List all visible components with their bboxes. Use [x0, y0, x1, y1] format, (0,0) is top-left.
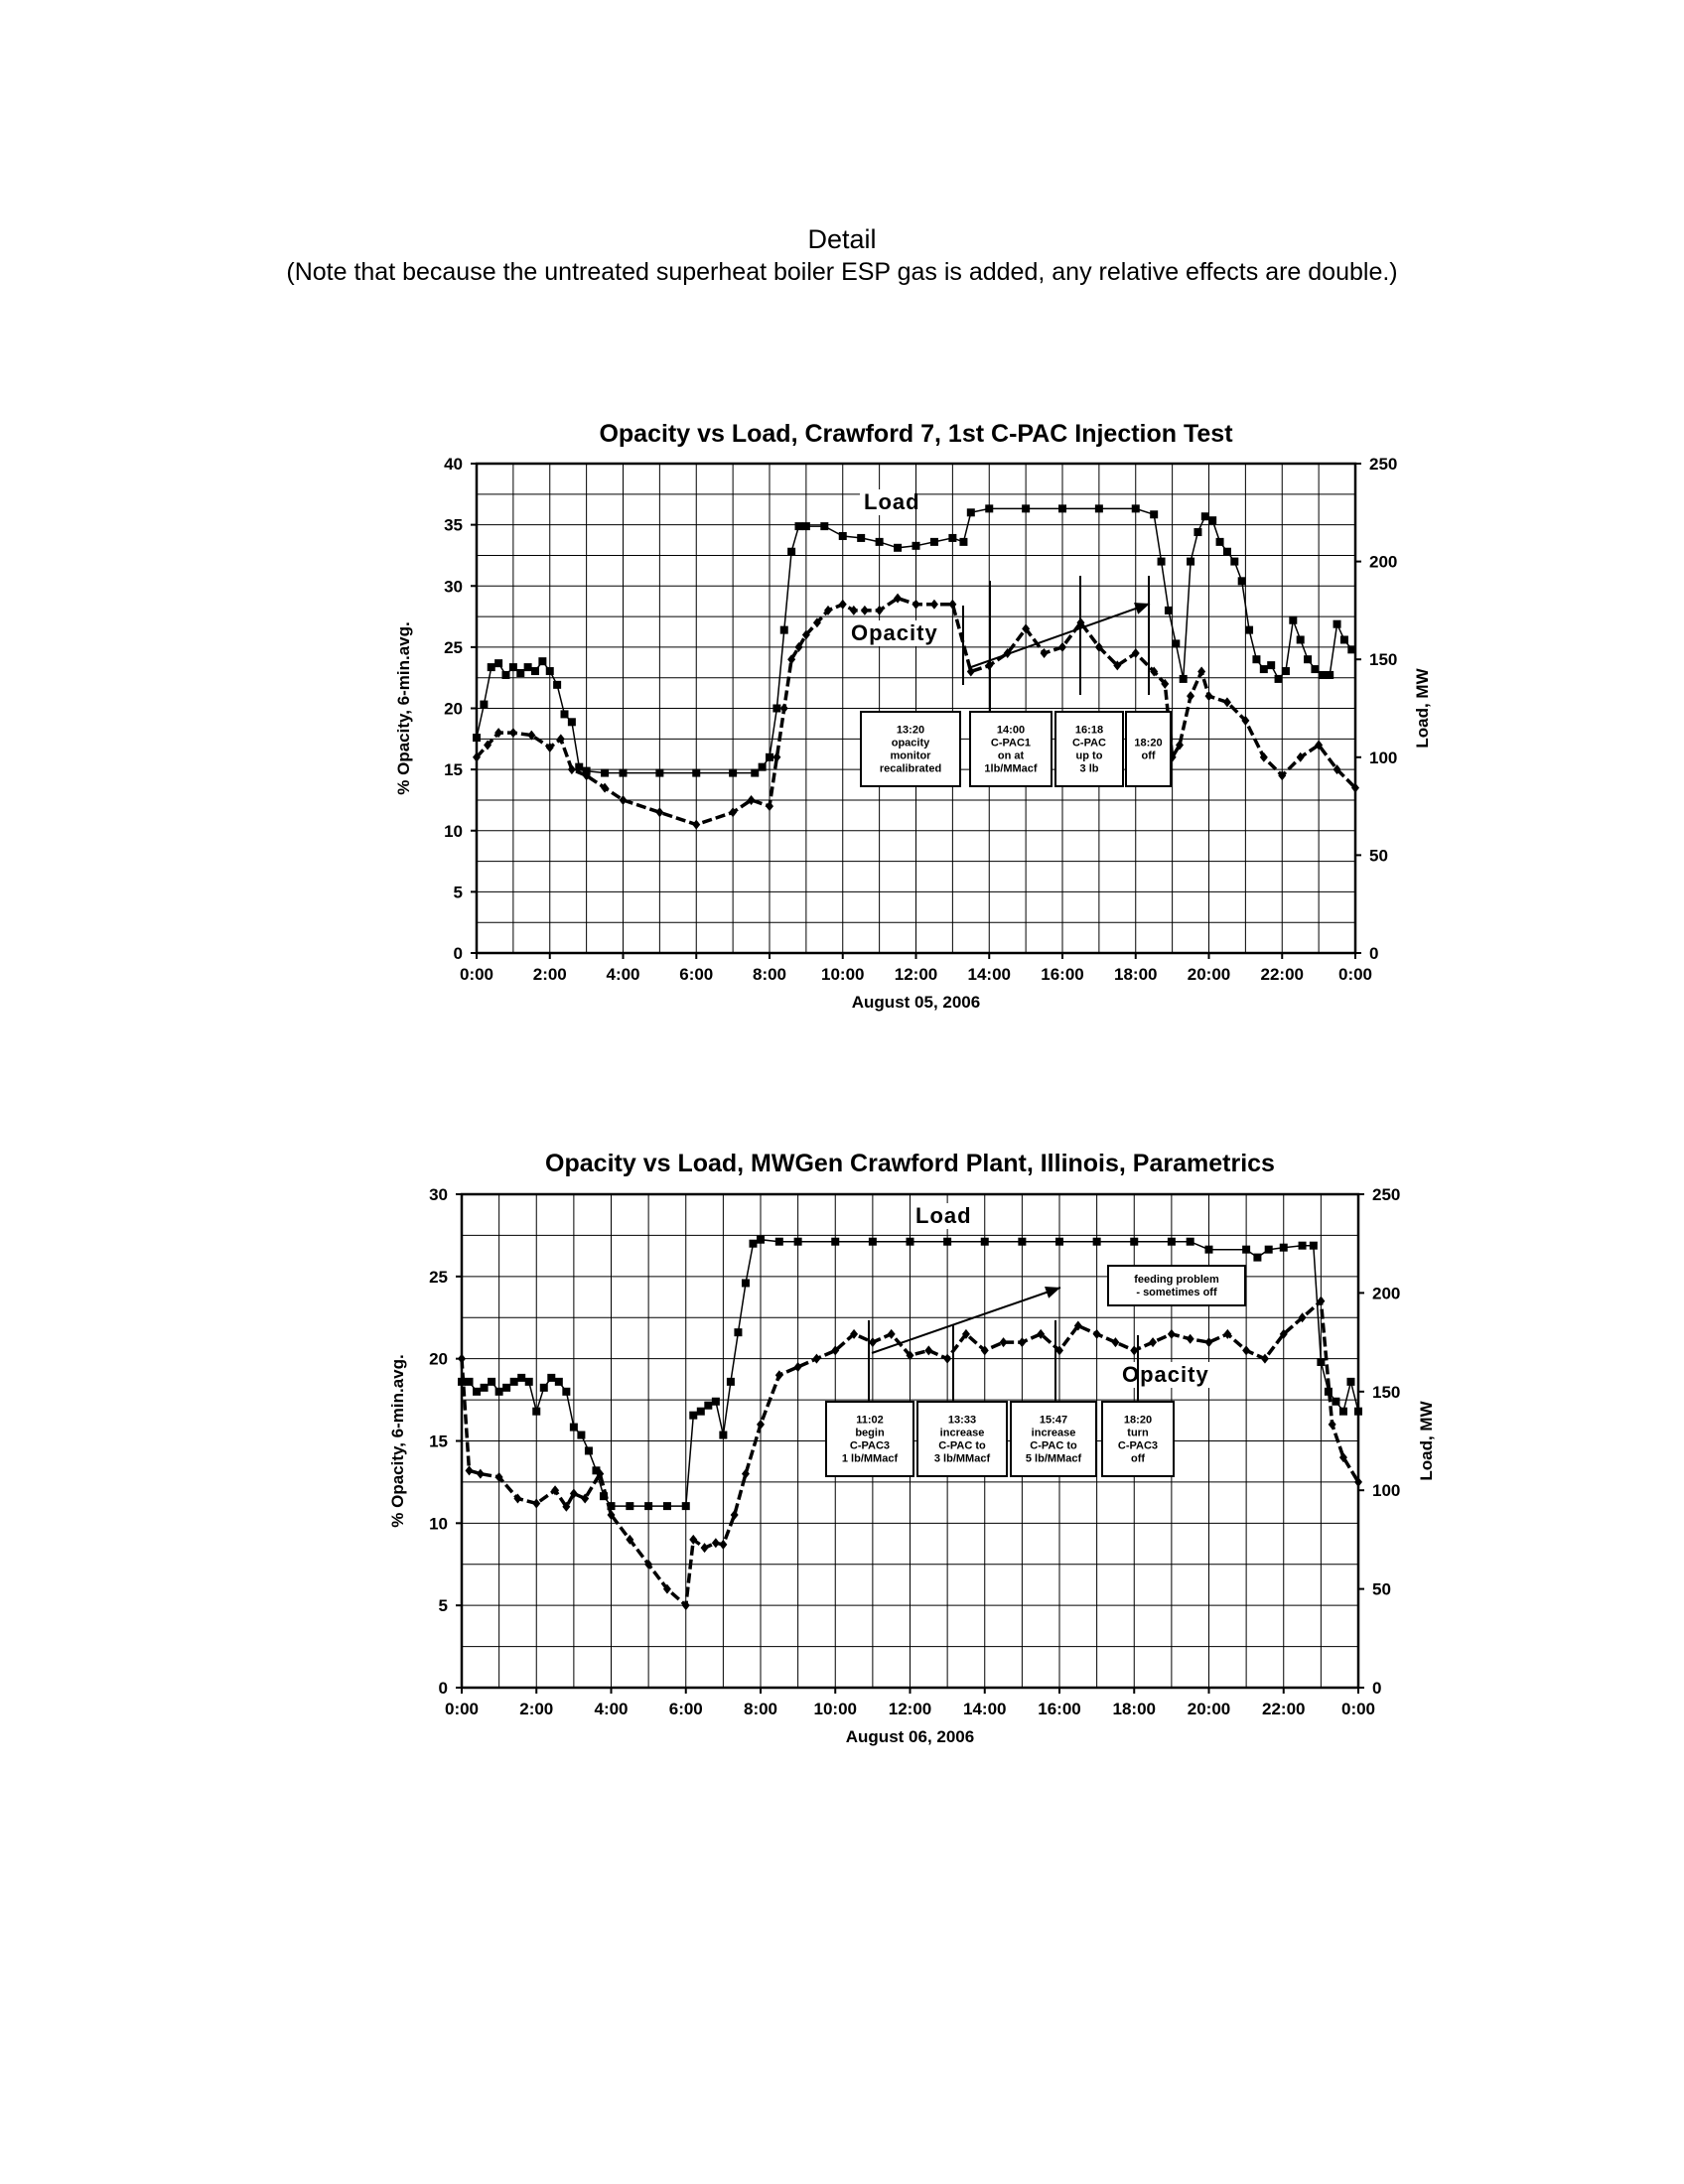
- opacity-point: [513, 1493, 521, 1503]
- annotation-text: 13:33: [947, 1414, 977, 1427]
- trend-arrow-head: [1134, 603, 1150, 614]
- y-axis-label: % Opacity, 6-min.avg.: [394, 621, 413, 795]
- load-point: [689, 1412, 697, 1420]
- y-tick-label: 15: [429, 1432, 448, 1451]
- opacity-point: [772, 752, 780, 762]
- load-point: [751, 769, 759, 777]
- load-point: [794, 1238, 802, 1246]
- opacity-point: [1018, 1337, 1026, 1347]
- load-point: [795, 522, 803, 530]
- load-point: [857, 534, 865, 542]
- load-point: [930, 538, 938, 546]
- load-point: [775, 1238, 783, 1246]
- opacity-point: [766, 801, 773, 811]
- load-point: [1282, 667, 1290, 675]
- load-point: [494, 659, 502, 667]
- y2-tick-label: 150: [1372, 1382, 1401, 1402]
- load-point: [1304, 655, 1312, 663]
- opacity-point: [655, 807, 663, 817]
- load-point: [1319, 671, 1327, 679]
- load-point: [480, 701, 488, 709]
- y-tick-label: 10: [444, 821, 463, 841]
- opacity-point: [1041, 648, 1049, 658]
- load-point: [704, 1402, 712, 1410]
- annotation-text: off: [1141, 750, 1156, 762]
- annotation-text: 16:18: [1074, 724, 1104, 737]
- load-point: [1317, 1358, 1325, 1366]
- annotation-box: [1011, 1402, 1096, 1476]
- load-point: [1252, 655, 1260, 663]
- opacity-point: [1205, 1337, 1213, 1347]
- load-point: [538, 657, 546, 665]
- y2-tick-label: 0: [1369, 944, 1379, 963]
- load-point: [780, 626, 788, 634]
- y-tick-label: 25: [429, 1267, 448, 1287]
- annotation-text: 11:02: [856, 1414, 884, 1427]
- load-point: [734, 1328, 742, 1336]
- opacity-point: [1261, 1354, 1269, 1364]
- opacity-point: [1111, 1337, 1119, 1347]
- y-tick-label: 15: [444, 760, 463, 780]
- annotation-box: [1102, 1402, 1174, 1476]
- annotation-box: [917, 1402, 1007, 1476]
- opacity-point: [477, 1469, 485, 1479]
- load-point: [568, 718, 576, 726]
- annotation-text: C-PAC3: [1117, 1439, 1159, 1452]
- annotation-box: [1055, 712, 1123, 786]
- load-point: [502, 671, 510, 679]
- load-point: [839, 532, 847, 540]
- opacity-point: [888, 1329, 896, 1339]
- load-point: [540, 1384, 548, 1392]
- opacity-point: [839, 600, 847, 610]
- y2-tick-label: 100: [1372, 1481, 1401, 1501]
- load-point: [1340, 635, 1348, 643]
- load-point: [466, 1378, 474, 1386]
- opacity-point: [869, 1337, 877, 1347]
- chart-august-05: [0, 417, 1684, 1052]
- load-point: [692, 769, 700, 777]
- opacity-point: [780, 704, 788, 714]
- load-point: [531, 667, 539, 675]
- opacity-point: [1093, 1329, 1101, 1339]
- y2-tick-label: 50: [1372, 1579, 1391, 1599]
- x-tick-label: 2:00: [519, 1700, 554, 1718]
- load-point: [1289, 616, 1297, 624]
- x-axis-label: August 05, 2006: [851, 993, 981, 1012]
- opacity-point: [1168, 1329, 1176, 1339]
- opacity-point: [1242, 1345, 1250, 1355]
- opacity-point: [509, 728, 517, 738]
- y2-tick-label: 150: [1369, 650, 1398, 670]
- load-point: [1187, 1238, 1194, 1246]
- opacity-point: [1187, 1334, 1194, 1344]
- y-tick-label: 20: [429, 1349, 448, 1369]
- load-point: [1297, 635, 1305, 643]
- y2-tick-label: 0: [1372, 1679, 1382, 1698]
- trend-arrow: [872, 1288, 1060, 1353]
- load-point: [697, 1408, 705, 1416]
- opacity-point: [912, 600, 920, 610]
- load-point: [749, 1240, 757, 1248]
- page-title: Detail: [807, 224, 877, 254]
- x-tick-label: 22:00: [1260, 965, 1304, 984]
- load-point: [1208, 516, 1216, 524]
- y-tick-label: 5: [453, 883, 463, 902]
- x-tick-label: 18:00: [1114, 965, 1158, 984]
- load-point: [1022, 504, 1030, 512]
- load-point: [757, 1236, 765, 1244]
- load-point: [1095, 504, 1103, 512]
- opacity-point: [1000, 1337, 1008, 1347]
- x-tick-label: 20:00: [1187, 965, 1231, 984]
- y2-tick-label: 250: [1372, 1185, 1401, 1204]
- x-tick-label: 10:00: [821, 965, 865, 984]
- opacity-point: [701, 1543, 709, 1553]
- chart-august-06: [0, 1142, 1684, 1777]
- annotation-text: 1 lb/MMacf: [841, 1452, 899, 1465]
- load-point: [553, 681, 561, 689]
- load-point: [1238, 577, 1246, 585]
- opacity-point: [812, 1354, 820, 1364]
- load-point: [1180, 675, 1188, 683]
- opacity-point: [1205, 691, 1213, 701]
- x-tick-label: 6:00: [679, 965, 714, 984]
- load-point: [481, 1384, 489, 1392]
- load-point: [577, 1432, 585, 1439]
- y-tick-label: 5: [438, 1596, 448, 1616]
- opacity-point: [712, 1538, 720, 1548]
- opacity-point: [719, 1540, 727, 1550]
- x-tick-label: 0:00: [444, 1700, 480, 1718]
- load-point: [912, 542, 920, 550]
- load-point: [802, 522, 810, 530]
- load-point: [1165, 607, 1173, 614]
- series-label-load: Load: [864, 489, 920, 514]
- x-tick-label: 16:00: [1041, 965, 1084, 984]
- load-point: [601, 769, 609, 777]
- load-point: [510, 1378, 518, 1386]
- load-point: [820, 522, 828, 530]
- load-point: [509, 663, 517, 671]
- load-point: [894, 544, 902, 552]
- annotation-text: up to: [1075, 750, 1103, 762]
- annotation-text: feeding problem: [1134, 1274, 1219, 1286]
- y-tick-label: 40: [444, 455, 463, 474]
- opacity-point: [458, 1354, 466, 1364]
- annotation-text: C-PAC to: [1030, 1439, 1077, 1452]
- load-point: [655, 769, 663, 777]
- load-point: [831, 1238, 839, 1246]
- load-point: [1168, 1238, 1176, 1246]
- series-label-opacity: Opacity: [851, 620, 938, 645]
- opacity-point: [1058, 642, 1066, 652]
- x-tick-label: 18:00: [1112, 1700, 1156, 1718]
- load-point: [742, 1279, 750, 1287]
- annotation-text: monitor: [890, 750, 931, 762]
- load-point: [1223, 548, 1231, 556]
- load-point: [943, 1238, 951, 1246]
- load-point: [1260, 665, 1268, 673]
- load-point: [532, 1408, 540, 1416]
- annotation-box: [861, 712, 960, 786]
- opacity-point: [924, 1345, 932, 1355]
- load-point: [495, 1388, 503, 1396]
- load-point: [663, 1502, 671, 1510]
- load-point: [620, 769, 628, 777]
- load-point: [1354, 1408, 1362, 1416]
- load-point: [727, 1378, 735, 1386]
- annotation-text: C-PAC1: [990, 737, 1032, 750]
- x-tick-label: 2:00: [532, 965, 567, 984]
- annotation-text: 3 lb/MMacf: [933, 1452, 991, 1465]
- load-point: [1205, 1246, 1213, 1254]
- annotation-text: 1lb/MMacf: [984, 762, 1038, 775]
- load-point: [473, 734, 481, 742]
- chart-title: Opacity vs Load, Crawford 7, 1st C-PAC Injection Test: [599, 420, 1233, 448]
- load-point: [1253, 1254, 1261, 1262]
- x-tick-label: 4:00: [594, 1700, 629, 1718]
- annotation-text: C-PAC to: [938, 1439, 986, 1452]
- load-point: [1299, 1242, 1307, 1250]
- load-point: [1230, 558, 1238, 566]
- annotation-text: 18:20: [1123, 1414, 1153, 1427]
- x-tick-label: 0:00: [459, 965, 494, 984]
- page-note: (Note that because the untreated superheat boiler ESP gas is added, any relative effects are double.): [286, 258, 1398, 286]
- y2-axis-label: Load, MW: [1417, 1401, 1436, 1481]
- load-point: [1265, 1246, 1273, 1254]
- y-axis-label: % Opacity, 6-min.avg.: [388, 1354, 407, 1528]
- opacity-point: [794, 1362, 802, 1372]
- annotation-text: off: [1130, 1452, 1146, 1465]
- load-point: [1242, 1246, 1250, 1254]
- annotation-box: [826, 1402, 913, 1476]
- x-tick-label: 4:00: [606, 965, 640, 984]
- load-point: [644, 1502, 652, 1510]
- load-point: [524, 663, 532, 671]
- opacity-point: [466, 1465, 474, 1475]
- load-point: [1275, 675, 1283, 683]
- annotation-text: increase: [939, 1427, 985, 1439]
- y-tick-label: 30: [444, 577, 463, 597]
- opacity-point: [692, 820, 700, 830]
- annotation-text: 14:00: [996, 724, 1026, 737]
- load-point: [772, 705, 780, 713]
- annotation-text: opacity: [891, 737, 930, 750]
- load-point: [502, 1384, 510, 1392]
- opacity-point: [943, 1354, 951, 1364]
- load-point: [488, 1378, 495, 1386]
- load-point: [1093, 1238, 1101, 1246]
- load-point: [876, 538, 884, 546]
- y2-tick-label: 250: [1369, 455, 1398, 474]
- load-point: [473, 1388, 481, 1396]
- load-point: [1201, 512, 1209, 520]
- load-point: [575, 763, 583, 771]
- load-point: [1216, 538, 1224, 546]
- y2-tick-label: 200: [1372, 1284, 1401, 1303]
- x-tick-label: 10:00: [813, 1700, 857, 1718]
- annotation-text: begin: [855, 1427, 885, 1439]
- x-tick-label: 8:00: [743, 1700, 778, 1718]
- load-point: [1158, 558, 1166, 566]
- series-label-load: Load: [915, 1203, 972, 1228]
- load-point: [712, 1398, 720, 1406]
- y-tick-label: 0: [453, 944, 463, 963]
- load-point: [546, 667, 554, 675]
- load-point: [1018, 1238, 1026, 1246]
- x-tick-label: 12:00: [888, 1700, 932, 1718]
- load-point: [1280, 1244, 1288, 1252]
- x-tick-label: 16:00: [1038, 1700, 1081, 1718]
- annotation-text: C-PAC3: [849, 1439, 891, 1452]
- load-point: [570, 1424, 578, 1432]
- annotation-text: 3 lb: [1079, 762, 1099, 775]
- x-tick-label: 12:00: [894, 965, 938, 984]
- opacity-point: [1223, 697, 1231, 707]
- load-point: [1332, 1398, 1339, 1406]
- x-tick-label: 22:00: [1262, 1700, 1306, 1718]
- chart-title: Opacity vs Load, MWGen Crawford Plant, Illinois, Parametrics: [545, 1150, 1275, 1177]
- x-tick-label: 20:00: [1187, 1700, 1231, 1718]
- y-tick-label: 25: [444, 637, 463, 657]
- load-point: [1333, 620, 1341, 628]
- load-point: [525, 1378, 533, 1386]
- y2-tick-label: 100: [1369, 748, 1398, 767]
- y-tick-label: 30: [429, 1185, 448, 1204]
- opacity-point: [948, 600, 956, 610]
- y-tick-label: 35: [444, 515, 463, 535]
- load-point: [562, 1388, 570, 1396]
- annotation-box: [970, 712, 1052, 786]
- load-point: [626, 1502, 633, 1510]
- load-point: [547, 1374, 555, 1382]
- annotation-text: recalibrated: [879, 762, 942, 775]
- load-point: [959, 538, 967, 546]
- annotation-text: increase: [1031, 1427, 1076, 1439]
- load-point: [907, 1238, 914, 1246]
- y-tick-label: 20: [444, 699, 463, 719]
- load-point: [561, 710, 569, 718]
- annotation-text: 13:20: [896, 724, 925, 737]
- load-point: [787, 548, 795, 556]
- load-point: [1346, 1378, 1354, 1386]
- load-point: [516, 669, 524, 677]
- y-tick-label: 10: [429, 1514, 448, 1534]
- load-point: [1132, 504, 1140, 512]
- load-point: [1187, 558, 1194, 566]
- opacity-point: [1187, 691, 1194, 701]
- load-point: [766, 753, 773, 761]
- load-point: [985, 504, 993, 512]
- x-tick-label: 14:00: [963, 1700, 1007, 1718]
- annotation-text: 18:20: [1134, 737, 1163, 750]
- annotation-box: [1126, 712, 1171, 786]
- load-point: [967, 508, 975, 516]
- y2-tick-label: 50: [1369, 846, 1388, 866]
- load-point: [1130, 1238, 1138, 1246]
- load-point: [555, 1378, 563, 1386]
- annotation-text: 5 lb/MMacf: [1025, 1452, 1082, 1465]
- opacity-point: [861, 606, 869, 615]
- load-point: [517, 1374, 525, 1382]
- opacity-point: [967, 667, 975, 677]
- load-point: [1339, 1408, 1347, 1416]
- load-point: [1055, 1238, 1063, 1246]
- x-tick-label: 0:00: [1337, 965, 1373, 984]
- load-point: [948, 534, 956, 542]
- annotation-box: [1108, 1266, 1245, 1305]
- x-tick-label: 0:00: [1340, 1700, 1376, 1718]
- load-point: [729, 769, 737, 777]
- load-point: [719, 1432, 727, 1439]
- opacity-point: [1149, 1337, 1157, 1347]
- load-point: [1347, 645, 1355, 653]
- x-tick-label: 8:00: [752, 965, 787, 984]
- annotation-text: on at: [997, 750, 1025, 762]
- opacity-point: [930, 600, 938, 610]
- load-point: [1310, 1242, 1318, 1250]
- load-point: [1172, 639, 1180, 647]
- trend-arrow-head: [1045, 1287, 1060, 1298]
- y2-tick-label: 200: [1369, 552, 1398, 572]
- x-tick-label: 6:00: [668, 1700, 703, 1718]
- load-point: [1245, 626, 1253, 634]
- load-point: [585, 1446, 593, 1454]
- load-point: [869, 1238, 877, 1246]
- annotation-text: turn: [1127, 1427, 1149, 1439]
- load-point: [1326, 671, 1333, 679]
- load-point: [1267, 661, 1275, 669]
- annotation-text: 15:47: [1039, 1414, 1068, 1427]
- load-point: [981, 1238, 989, 1246]
- x-axis-label: August 06, 2006: [845, 1727, 975, 1746]
- load-point: [488, 663, 495, 671]
- annotation-text: C-PAC: [1071, 737, 1107, 750]
- load-point: [1311, 665, 1319, 673]
- load-point: [682, 1502, 690, 1510]
- trend-arrow: [971, 604, 1150, 667]
- y-tick-label: 0: [438, 1679, 448, 1698]
- series-label-opacity: Opacity: [1122, 1362, 1209, 1387]
- load-point: [759, 763, 767, 771]
- x-tick-label: 14:00: [967, 965, 1011, 984]
- y2-axis-label: Load, MW: [1413, 668, 1432, 749]
- load-point: [1150, 510, 1158, 518]
- load-point: [1193, 528, 1201, 536]
- annotation-text: - sometimes off: [1136, 1287, 1217, 1298]
- load-point: [1058, 504, 1066, 512]
